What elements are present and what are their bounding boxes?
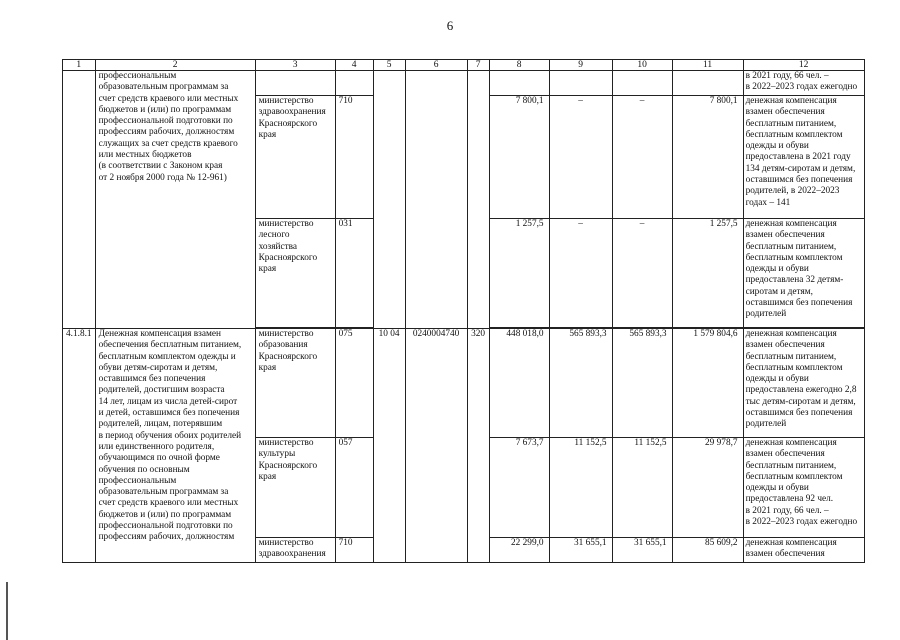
expense-type-cell: 320 xyxy=(467,329,489,563)
result-cell: денежная компенсация взамен обеспечения бесплатным питанием, бесплатным комплектом одежды и обуви предоставлена 32 детям- сиротам и детям, оставшимся без попечения родителей xyxy=(743,219,864,328)
amount-2022-cell: 11 152,5 xyxy=(549,438,612,538)
column-header: 4 xyxy=(335,60,373,71)
ministry-cell: министерство лесного хозяйства Красноярского края xyxy=(255,219,335,328)
table-cell xyxy=(549,71,612,96)
amount-2021-cell: 7 673,7 xyxy=(489,438,549,538)
column-header: 9 xyxy=(549,60,612,71)
column-header: 7 xyxy=(467,60,489,71)
budget-table-wrapper xyxy=(62,59,865,563)
result-cell: денежная компенсация взамен обеспечения бесплатным питанием, бесплатным комплектом одежды и обуви предоставлена ежегодно 2,8 тыс детям-сиротам и детям, оставшимся без попечения родителей xyxy=(743,329,864,438)
amount-total-cell: 85 609,2 xyxy=(672,538,743,563)
amount-2023-cell: – xyxy=(612,96,672,219)
section-code-cell: 10 04 xyxy=(373,329,405,563)
ministry-code-cell: 075 xyxy=(335,329,373,438)
column-header: 10 xyxy=(612,60,672,71)
column-header: 6 xyxy=(405,60,467,71)
amount-2023-cell: 31 655,1 xyxy=(612,538,672,563)
ministry-code-cell: 710 xyxy=(335,96,373,219)
table-cell xyxy=(672,71,743,96)
amount-2022-cell: – xyxy=(549,219,612,328)
amount-2022-cell: 565 893,3 xyxy=(549,329,612,438)
table-cell xyxy=(255,71,335,96)
ministry-code-cell: 710 xyxy=(335,538,373,563)
amount-2023-cell: – xyxy=(612,219,672,328)
scan-margin-mark xyxy=(6,582,8,640)
expense-type-cell xyxy=(467,71,489,329)
amount-total-cell: 7 800,1 xyxy=(672,96,743,219)
amount-2023-cell: 565 893,3 xyxy=(612,329,672,438)
result-cell: в 2021 году, 66 чел. – в 2022–2023 годах ежегодно xyxy=(743,71,864,96)
column-header: 8 xyxy=(489,60,549,71)
amount-total-cell: 1 257,5 xyxy=(672,219,743,328)
table-cell xyxy=(335,71,373,96)
result-cell: денежная компенсация взамен обеспечения бесплатным питанием, бесплатным комплектом одежды и обуви предоставлена в 2021 году 134 детям-сиротам и детям, оставшимся без попечения родителей, в 2022–2023 годах – 141 xyxy=(743,96,864,219)
ministry-cell: министерство образования Красноярского края xyxy=(255,329,335,438)
amount-total-cell: 29 978,7 xyxy=(672,438,743,538)
amount-2022-cell: 31 655,1 xyxy=(549,538,612,563)
ministry-code-cell: 031 xyxy=(335,219,373,328)
ministry-cell: министерство здравоохранения xyxy=(255,538,335,563)
table-cell xyxy=(612,71,672,96)
column-header: 2 xyxy=(95,60,255,71)
amount-2021-cell: 1 257,5 xyxy=(489,219,549,328)
amount-2021-cell: 22 299,0 xyxy=(489,538,549,563)
table-cell xyxy=(489,71,549,96)
column-header: 3 xyxy=(255,60,335,71)
column-header: 12 xyxy=(743,60,864,71)
amount-total-cell: 1 579 804,6 xyxy=(672,329,743,438)
column-header: 5 xyxy=(373,60,405,71)
amount-2023-cell: 11 152,5 xyxy=(612,438,672,538)
column-header: 1 xyxy=(63,60,96,71)
section-code-cell xyxy=(373,71,405,329)
table-row xyxy=(63,329,865,438)
item-description-cell: Денежная компенсация взамен обеспечения бесплатным питанием, бесплатным комплектом одежды и обуви детям-сиротам и детям, оставшимся без попечения родителей, достигшим возраста 14 лет, лицам из числа детей-сирот и детей, оставшимся без попечения родителей, лицам, потерявшим в период обучения обоих родителей или единственного родителя, обучающимся по очной форме обучения по основным профессиональным образовательным программам за счет средств краевого или местных бюджетов и (или) по программам профессиональной подготовки по профессиям рабочих, должностям xyxy=(95,329,255,563)
item-number-cell: 4.1.8.1 xyxy=(63,329,96,563)
amount-2021-cell: 7 800,1 xyxy=(489,96,549,219)
item-description-cell: профессиональным образовательным программам за счет средств краевого или местных бюджетов и (или) по программам профессиональной подготовки по профессиям рабочих, должностям служащих за счет средств краевого или местных бюджетов (в соответствии с Законом края от 2 ноября 2000 года № 12-961) xyxy=(95,71,255,329)
target-code-cell: 0240004740 xyxy=(405,329,467,563)
ministry-cell: министерство здравоохранения Красноярского края xyxy=(255,96,335,219)
amount-2021-cell: 448 018,0 xyxy=(489,329,549,438)
budget-table xyxy=(62,59,865,563)
page-number: 6 xyxy=(446,18,454,33)
column-header: 11 xyxy=(672,60,743,71)
item-number-cell xyxy=(63,71,96,329)
result-cell: денежная компенсация взамен обеспечения xyxy=(743,538,864,563)
column-number-row xyxy=(63,60,865,71)
ministry-code-cell: 057 xyxy=(335,438,373,538)
target-code-cell xyxy=(405,71,467,329)
amount-2022-cell: – xyxy=(549,96,612,219)
result-cell: денежная компенсация взамен обеспечения бесплатным питанием, бесплатным комплектом одежды и обуви предоставлена 92 чел. в 2021 году, 66 чел. – в 2022–2023 годах ежегодно xyxy=(743,438,864,538)
table-row xyxy=(63,71,865,96)
ministry-cell: министерство культуры Красноярского края xyxy=(255,438,335,538)
